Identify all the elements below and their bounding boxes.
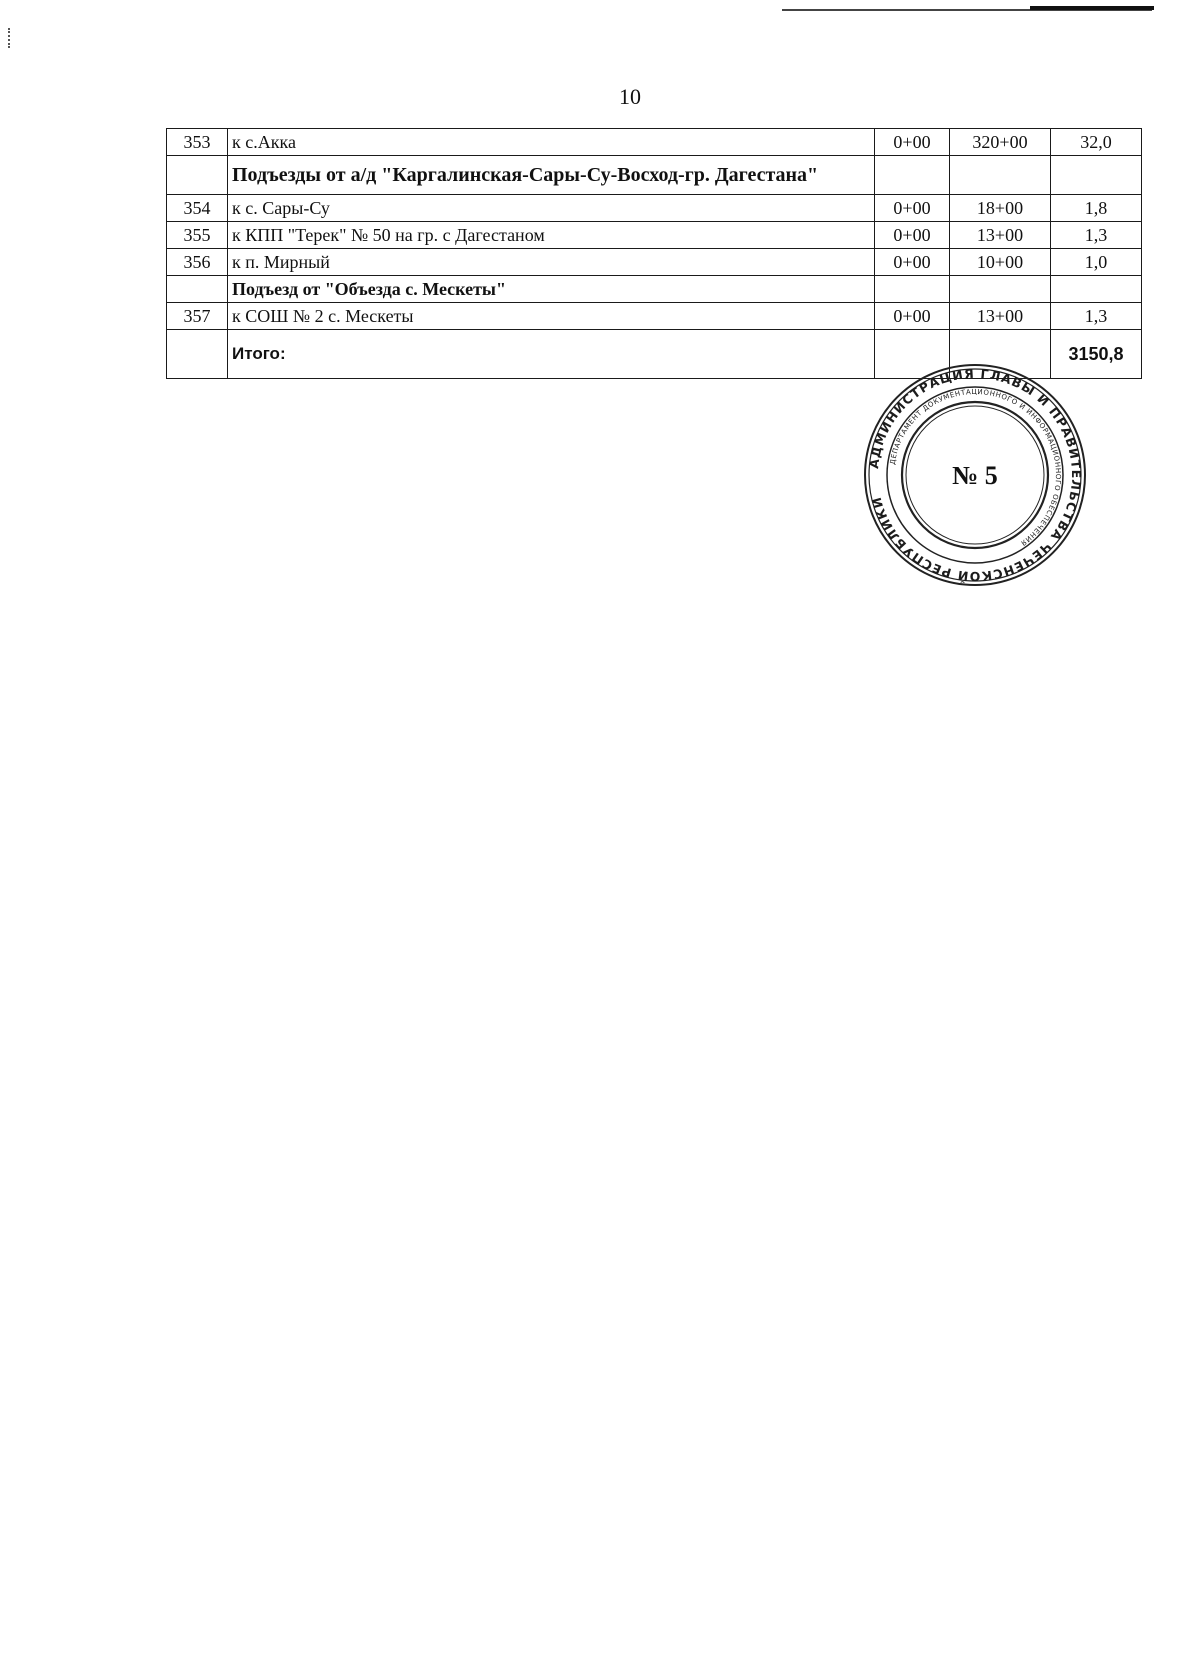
total-label: Итого: — [228, 330, 875, 379]
cell-length — [1051, 276, 1142, 303]
cell-start: 0+00 — [875, 129, 950, 156]
cell-start: 0+00 — [875, 303, 950, 330]
section-row — [167, 276, 1142, 303]
cell-name: к с. Сары-Су — [228, 195, 875, 222]
cell-length: 1,3 — [1051, 222, 1142, 249]
total-value: 3150,8 — [1051, 330, 1142, 379]
section-heading: Подъезд от "Объезда с. Мескеты" — [228, 276, 875, 303]
cell-end: 13+00 — [950, 222, 1051, 249]
section-row — [167, 156, 1142, 195]
cell-length: 32,0 — [1051, 129, 1142, 156]
cell-length: 1,0 — [1051, 249, 1142, 276]
cell-number: 354 — [167, 195, 228, 222]
seal-outer-ring-text: АДМИНИСТРАЦИЯ ГЛАВЫ И ПРАВИТЕЛЬСТВА ЧЕЧЕНСКОЙ РЕСПУБЛИКИ — [866, 365, 1085, 585]
cell-name: к с.Акка — [228, 129, 875, 156]
cell-length: 1,8 — [1051, 195, 1142, 222]
table-row — [167, 222, 1142, 249]
seal-center-text: № 5 — [952, 461, 998, 490]
roads-table — [166, 128, 1142, 379]
cell-start — [875, 276, 950, 303]
page-number: 10 — [619, 84, 641, 109]
top-rule-thick — [1030, 6, 1154, 10]
cell-number: 356 — [167, 249, 228, 276]
cell-start: 0+00 — [875, 222, 950, 249]
cell-name: к СОШ № 2 с. Мескеты — [228, 303, 875, 330]
cell-number — [167, 330, 228, 379]
cell-length — [1051, 156, 1142, 195]
cell-number — [167, 156, 228, 195]
cell-start: 0+00 — [875, 249, 950, 276]
cell-number: 355 — [167, 222, 228, 249]
table-row — [167, 249, 1142, 276]
cell-end: 320+00 — [950, 129, 1051, 156]
seal-inner-ring-text: ДЕПАРТАМЕНТ ДОКУМЕНТАЦИОННОГО И ИНФОРМАЦИОННОГО ОБЕСПЕЧЕНИЯ — [888, 387, 1063, 548]
cell-end — [950, 156, 1051, 195]
table-row — [167, 195, 1142, 222]
cell-number — [167, 276, 228, 303]
cell-name: к КПП "Терек" № 50 на гр. с Дагестаном — [228, 222, 875, 249]
cell-number: 357 — [167, 303, 228, 330]
official-seal — [862, 362, 1088, 588]
cell-length: 1,3 — [1051, 303, 1142, 330]
table-row — [167, 129, 1142, 156]
margin-mark — [8, 28, 12, 48]
cell-end: 10+00 — [950, 249, 1051, 276]
cell-name: к п. Мирный — [228, 249, 875, 276]
table-row — [167, 303, 1142, 330]
section-heading: Подъезды от а/д "Каргалинская-Сары-Су-Восход-гр. Дагестана" — [228, 156, 875, 195]
cell-start — [875, 156, 950, 195]
cell-start: 0+00 — [875, 195, 950, 222]
cell-end: 13+00 — [950, 303, 1051, 330]
cell-number: 353 — [167, 129, 228, 156]
cell-end — [950, 276, 1051, 303]
cell-end: 18+00 — [950, 195, 1051, 222]
